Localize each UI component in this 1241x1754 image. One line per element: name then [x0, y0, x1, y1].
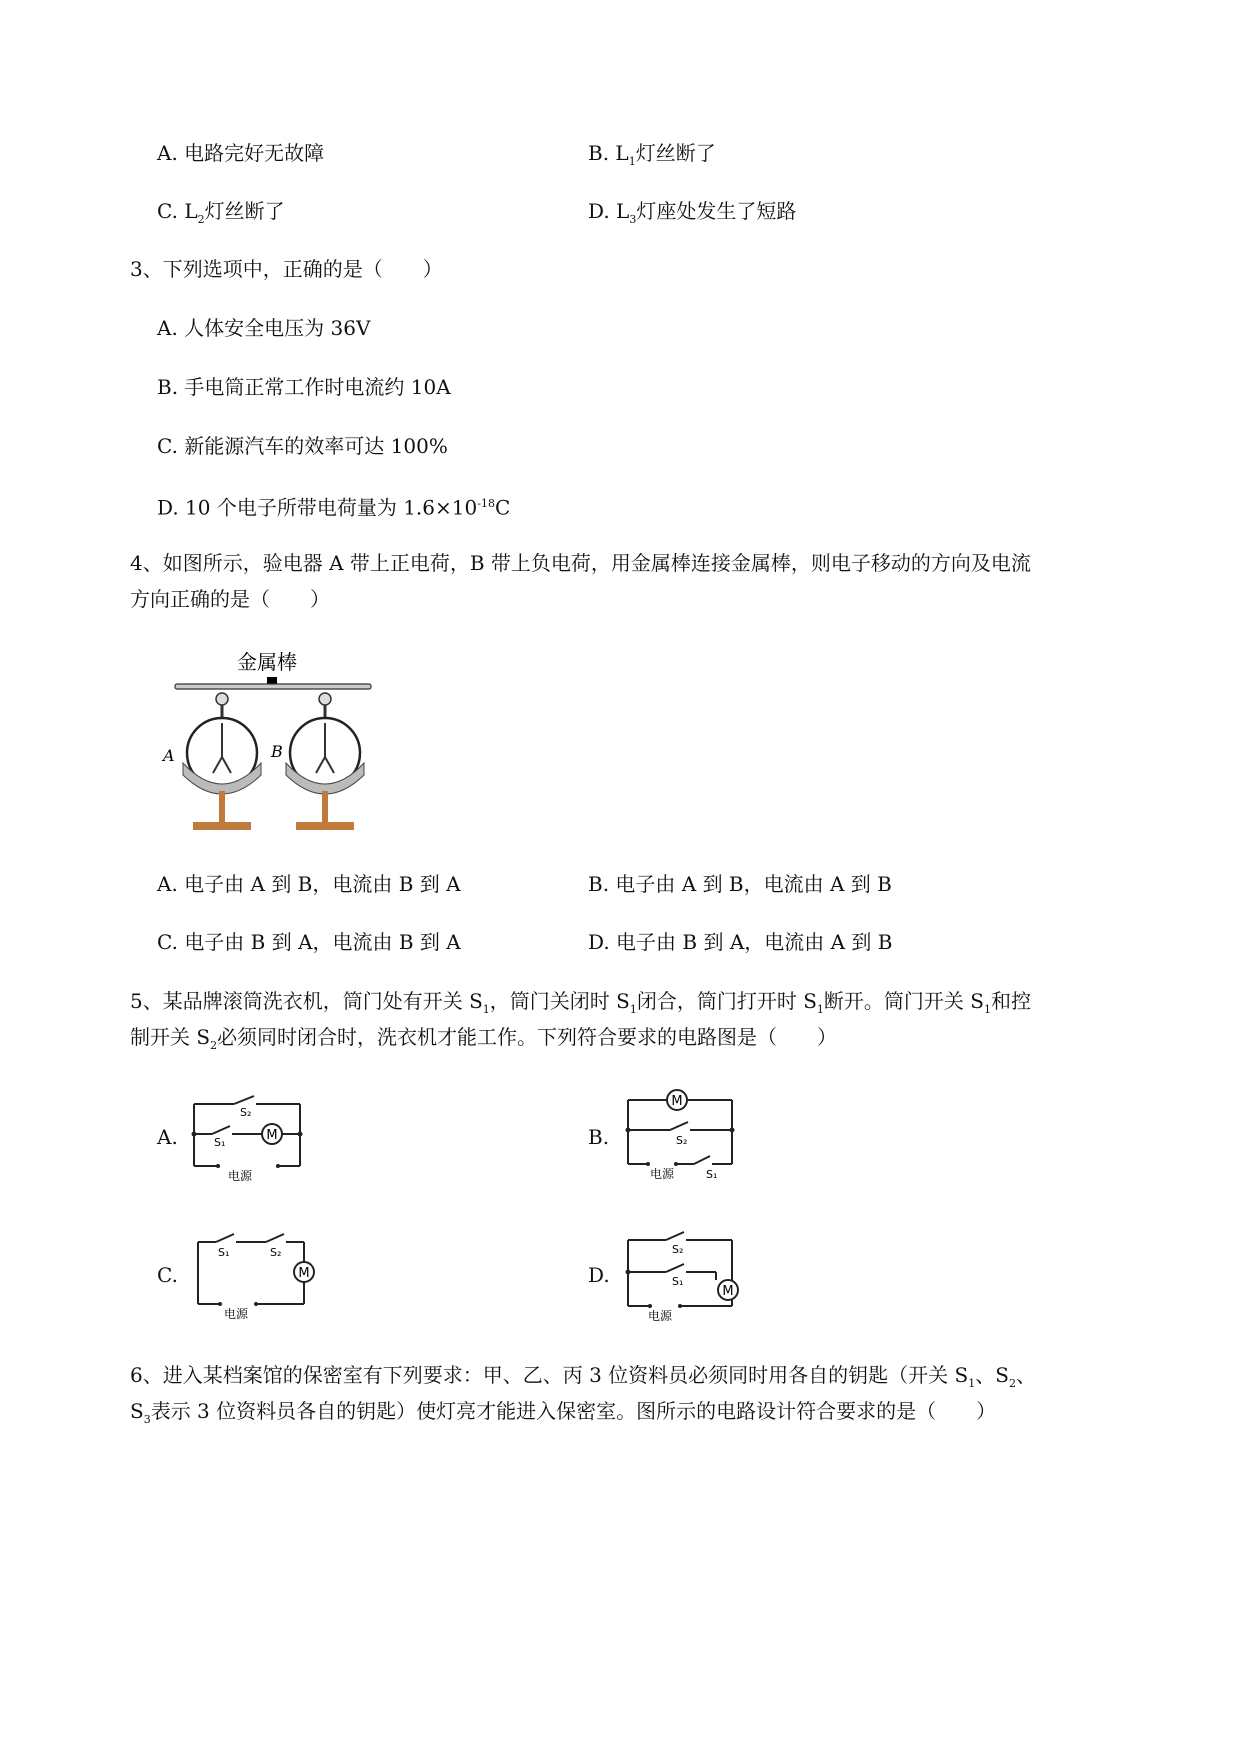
circuit-c [192, 1228, 324, 1322]
q5-option-b: B. [588, 1125, 610, 1149]
s2-label: S₂ [672, 1243, 684, 1256]
motor-label: M [722, 1284, 734, 1299]
q5-option-d: D. [588, 1263, 610, 1287]
electroscope-b [286, 693, 364, 830]
q3-option-b: B. 手电筒正常工作时电流约 10A [157, 375, 451, 399]
q2-option-a: A. 电路完好无故障 [157, 141, 325, 165]
q5-stem-line2: 制开关 $S_2$必须同时闭合时，洗衣机才能工作。下列符合要求的电路图是（ ） [130, 1025, 838, 1052]
q5-stem-line1: 5、某品牌滚筒洗衣机，筒门处有开关 $S_1$，筒门关闭时 $S_1$闭合，筒门打开时 $S_1$断开。筒门开关 $S_1$和控 [130, 989, 1031, 1016]
s1-label: S₁ [214, 1136, 226, 1149]
q3-stem: 3、下列选项中，正确的是（ ） [130, 257, 443, 281]
source-label: 电源 [228, 1169, 253, 1182]
source-label: 电源 [224, 1307, 249, 1321]
q6-stem-line1: 6、进入某档案馆的保密室有下列要求：甲、乙、丙 3 位资料员必须同时用各自的钥匙（开关 $S_1$、$S_2$、 [130, 1363, 1036, 1390]
q3-option-d: D. 10 个电子所带电荷量为 $1.6\times 10^{-18}C$ [157, 495, 511, 520]
metal-rod [175, 684, 371, 689]
q4-stem-line2: 方向正确的是（ ） [130, 587, 330, 611]
circuit-b [620, 1088, 744, 1182]
q2-option-b: B. $L_1$灯丝断了 [588, 141, 716, 168]
q2-option-c: C. $L_2$灯丝断了 [157, 199, 285, 226]
q6-stem-line2: $S_3$表示 3 位资料员各自的钥匙）使灯亮才能进入保密室。图所示的电路设计符合要求的是（ ） [130, 1399, 997, 1426]
q2-option-d: D. $L_3$灯座处发生了短路 [588, 199, 797, 226]
motor-label: M [298, 1266, 310, 1281]
q4-option-c: C. 电子由 B 到 A，电流由 B 到 A [157, 930, 461, 954]
s1-label: S₁ [706, 1168, 718, 1181]
circuit-d [620, 1228, 750, 1324]
source-label: 电源 [650, 1167, 675, 1181]
q4-option-a: A. 电子由 A 到 B，电流由 B 到 A [157, 872, 461, 896]
q4-option-d: D. 电子由 B 到 A，电流由 A 到 B [588, 930, 893, 954]
q4-option-b: B. 电子由 A 到 B，电流由 A 到 B [588, 872, 892, 896]
s2-label: S₂ [270, 1246, 282, 1259]
metal-rod-label: 金属棒 [237, 650, 297, 674]
q5-option-a: A. [157, 1125, 178, 1149]
s1-label: S₁ [218, 1246, 230, 1259]
q3-option-a: A. 人体安全电压为 36V [157, 316, 371, 340]
motor-label: M [671, 1094, 683, 1109]
s1-label: S₁ [672, 1275, 684, 1288]
motor-label: M [266, 1128, 278, 1143]
electroscope-figure [155, 645, 395, 845]
electroscope-a [183, 693, 261, 830]
s2-label: S₂ [676, 1134, 688, 1147]
circuit-a [188, 1092, 308, 1182]
rod-clamp [267, 677, 277, 684]
q5-option-c: C. [157, 1263, 178, 1287]
q3-option-c: C. 新能源汽车的效率可达 100% [157, 434, 448, 458]
label-a: A [163, 746, 175, 765]
q4-stem-line1: 4、如图所示，验电器 A 带上正电荷，B 带上负电荷，用金属棒连接金属棒，则电子移动的方向及电流 [130, 551, 1031, 575]
label-b: B [271, 742, 283, 761]
source-label: 电源 [648, 1309, 673, 1323]
s2-label: S₂ [240, 1106, 252, 1119]
